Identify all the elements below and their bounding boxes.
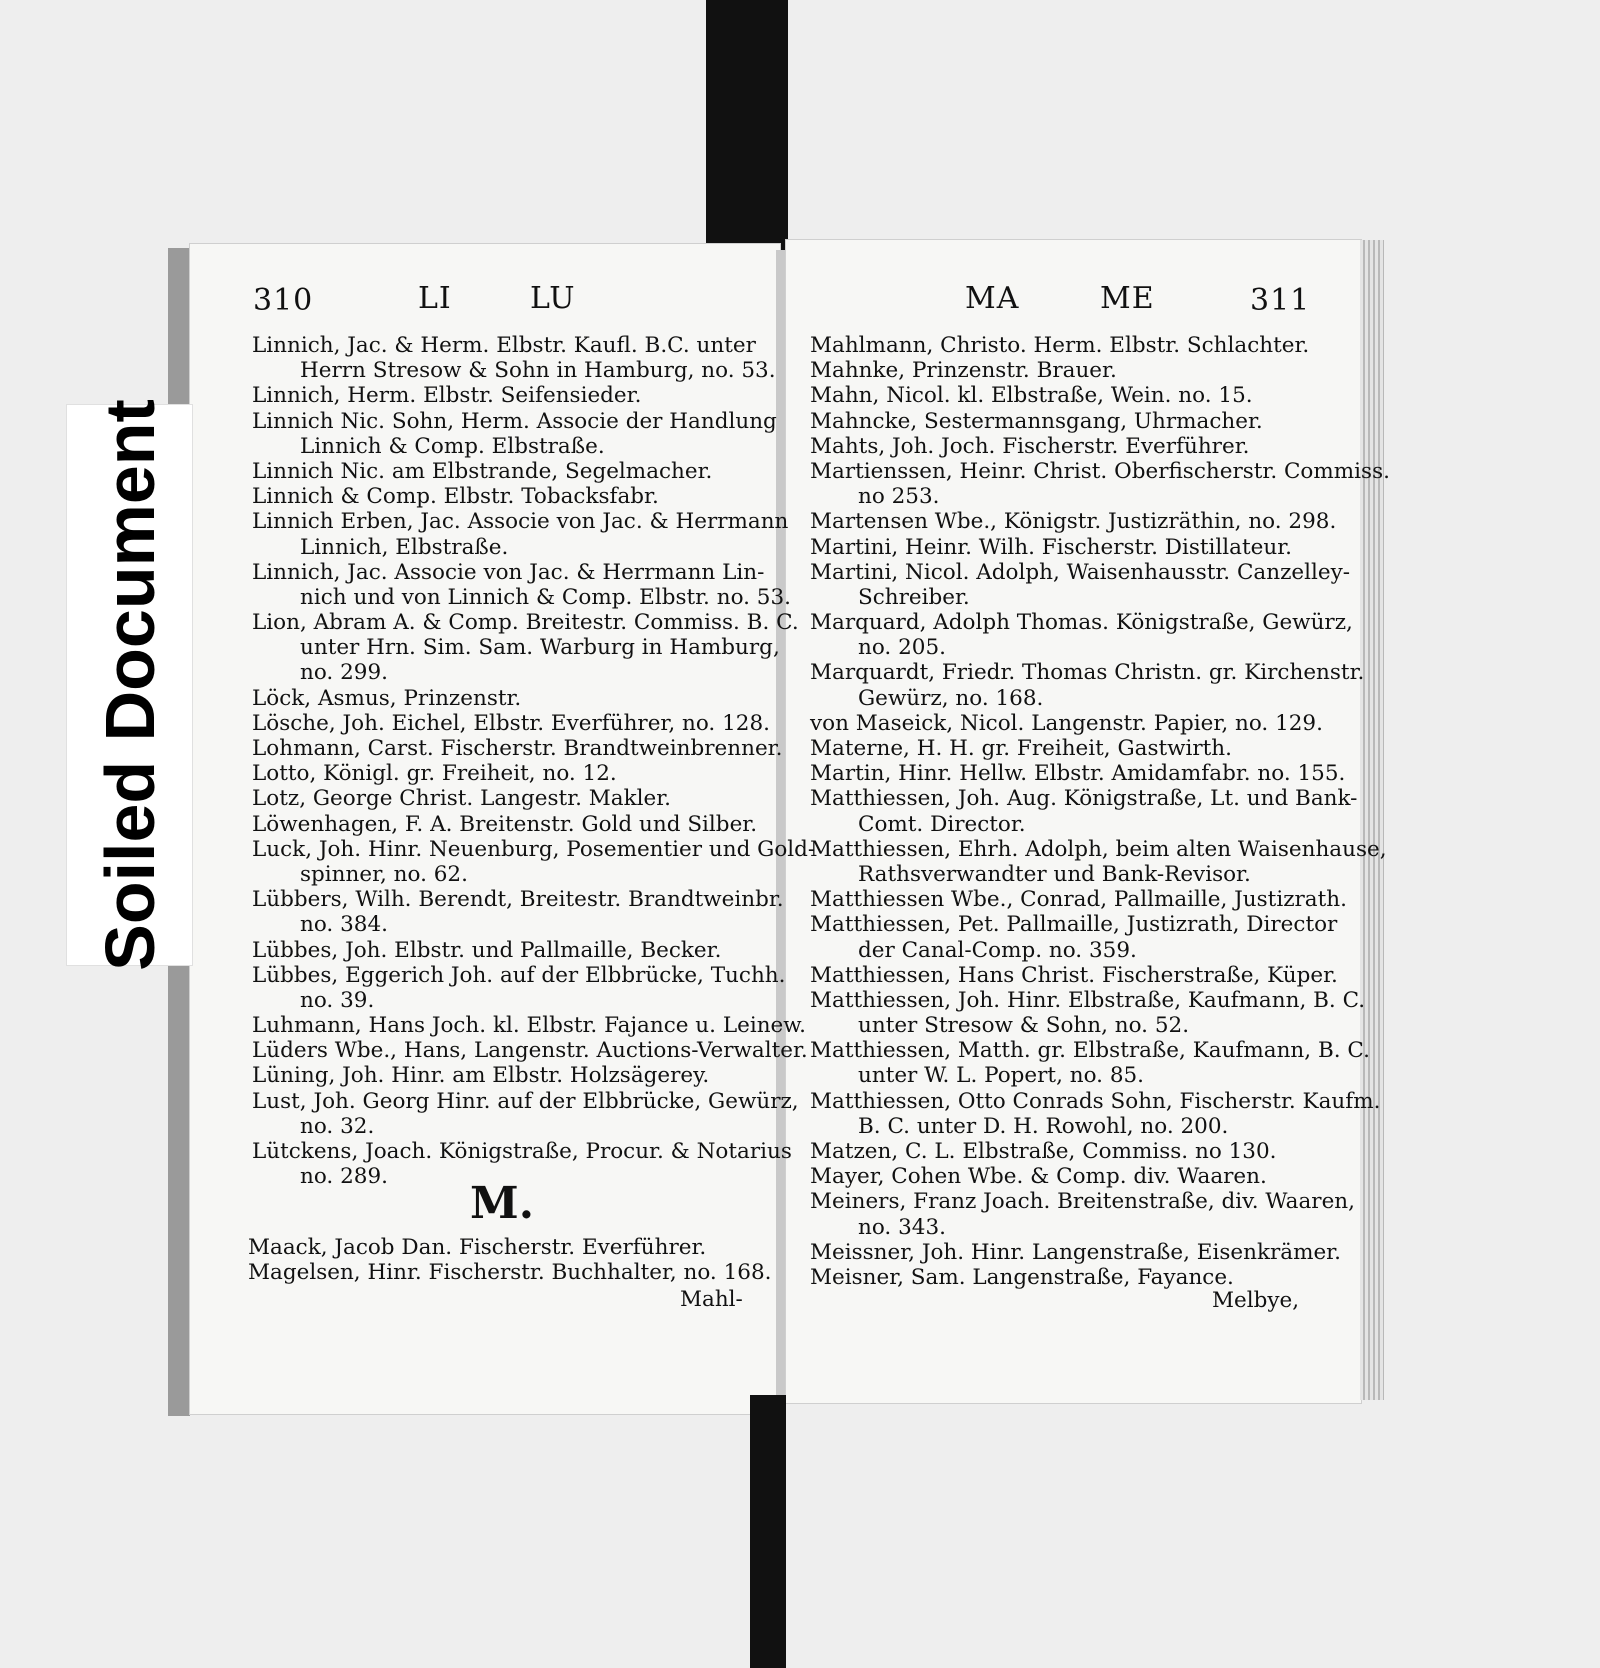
- directory-entry-line: no. 384.: [300, 912, 388, 938]
- directory-entry-line: B. C. unter D. H. Rowohl, no. 200.: [858, 1113, 1229, 1139]
- directory-entry-line: Herrn Stresow & Sohn in Hamburg, no. 53.: [300, 358, 776, 384]
- directory-entry-line: Lütckens, Joach. Königstraße, Procur. & Notarius: [252, 1139, 792, 1164]
- left-heading-end: LU: [530, 281, 576, 316]
- directory-entry-line: Maack, Jacob Dan. Fischerstr. Everführer.: [248, 1235, 707, 1260]
- directory-entry-line: Linnich, Jac. & Herm. Elbstr. Kaufl. B.C. unter: [252, 333, 756, 358]
- directory-entry-line: no. 205.: [858, 635, 946, 661]
- directory-entry-line: Comt. Director.: [858, 811, 1026, 837]
- directory-entry-line: Schreiber.: [858, 584, 970, 610]
- directory-entry-line: Luhmann, Hans Joch. kl. Elbstr. Fajance u. Leinew.: [252, 1013, 806, 1039]
- directory-entry-line: Luck, Joh. Hinr. Neuenburg, Posementier und Gold-: [252, 836, 816, 862]
- right-directory-entries: [810, 333, 1390, 1290]
- directory-entry-line: Lüders Wbe., Hans, Langenstr. Auctions-Verwalter.: [252, 1038, 808, 1064]
- directory-entry-line: Linnich & Comp. Elbstr. Tobacksfabr.: [252, 484, 659, 510]
- directory-entry-line: Lust, Joh. Georg Hinr. auf der Elbbrücke, Gewürz,: [252, 1088, 799, 1114]
- directory-entry-line: Magelsen, Hinr. Fischerstr. Buchhalter, no. 168.: [248, 1260, 772, 1286]
- directory-entry-line: Marquard, Adolph Thomas. Königstraße, Gewürz,: [810, 610, 1353, 636]
- directory-entry-line: Lüning, Joh. Hinr. am Elbstr. Holzsägerey.: [252, 1063, 710, 1089]
- directory-entry-line: Martini, Heinr. Wilh. Fischerstr. Distillateur.: [810, 534, 1292, 560]
- directory-entry-line: Lübbes, Joh. Elbstr. und Pallmaille, Becker.: [252, 937, 722, 963]
- directory-entry-line: Meiners, Franz Joach. Breitenstraße, div. Waaren,: [810, 1189, 1355, 1215]
- directory-entry-line: Meisner, Sam. Langenstraße, Fayance.: [810, 1264, 1234, 1290]
- right-heading-end: ME: [1100, 281, 1155, 316]
- left-heading-start: LI: [418, 281, 452, 316]
- directory-entry-line: Matthiessen, Joh. Aug. Königstraße, Lt. und Bank-: [810, 786, 1358, 812]
- directory-entry-line: Lösche, Joh. Eichel, Elbstr. Everführer, no. 128.: [252, 710, 770, 736]
- left-catchword: Mahl-: [680, 1287, 743, 1312]
- directory-entry-line: Materne, H. H. gr. Freiheit, Gastwirth.: [810, 736, 1232, 761]
- directory-entry-line: Mahn, Nicol. kl. Elbstraße, Wein. no. 15.: [810, 383, 1253, 409]
- directory-entry-line: Matthiessen Wbe., Conrad, Pallmaille, Justizrath.: [810, 887, 1347, 913]
- directory-entry-line: Martensen Wbe., Königstr. Justizräthin, no. 298.: [810, 509, 1337, 535]
- directory-entry-line: Martini, Nicol. Adolph, Waisenhausstr. Canzelley-: [810, 559, 1351, 585]
- directory-entry-line: Meissner, Joh. Hinr. Langenstraße, Eisenkrämer.: [810, 1239, 1341, 1265]
- directory-entry-line: Lotto, Königl. gr. Freiheit, no. 12.: [252, 761, 617, 787]
- directory-entry-line: Linnich, Elbstraße.: [300, 534, 509, 560]
- directory-entry-line: spinner, no. 62.: [300, 861, 468, 887]
- directory-entry-line: Mahncke, Sestermannsgang, Uhrmacher.: [810, 408, 1263, 434]
- directory-entry-line: no. 299.: [300, 660, 388, 686]
- directory-entry-line: Matthiessen, Joh. Hinr. Elbstraße, Kaufmann, B. C.: [810, 987, 1366, 1013]
- section-heading: M.: [470, 1178, 535, 1229]
- right-heading-start: MA: [965, 281, 1020, 316]
- directory-entry-line: nich und von Linnich & Comp. Elbstr. no. 53.: [300, 584, 792, 610]
- directory-entry-line: Matthiessen, Pet. Pallmaille, Justizrath, Director: [810, 912, 1338, 938]
- directory-entry-line: no. 32.: [300, 1113, 375, 1139]
- directory-entry-line: Mahlmann, Christo. Herm. Elbstr. Schlachter.: [810, 333, 1310, 358]
- directory-entry-line: Martin, Hinr. Hellw. Elbstr. Amidamfabr. no. 155.: [810, 761, 1346, 787]
- binding-strap-bottom: [750, 1395, 786, 1668]
- directory-entry-line: unter Hrn. Sim. Sam. Warburg in Hamburg,: [300, 635, 780, 661]
- directory-entry-line: Löck, Asmus, Prinzenstr.: [252, 685, 522, 711]
- directory-entry-line: Mahts, Joh. Joch. Fischerstr. Everführer.: [810, 433, 1250, 459]
- directory-entry-line: der Canal-Comp. no. 359.: [858, 937, 1137, 963]
- directory-entry-line: no. 39.: [300, 987, 375, 1013]
- directory-entry-line: von Maseick, Nicol. Langenstr. Papier, no. 129.: [810, 710, 1323, 736]
- directory-entry-line: Rathsverwandter und Bank-Revisor.: [858, 861, 1251, 887]
- directory-entry-line: Lohmann, Carst. Fischerstr. Brandtweinbrenner.: [252, 736, 783, 761]
- directory-entry-line: no. 289.: [300, 1164, 388, 1190]
- directory-entry-line: Linnich Nic. am Elbstrande, Segelmacher.: [252, 458, 713, 484]
- directory-entry-line: Linnich Erben, Jac. Associe von Jac. & Herrmann: [252, 509, 789, 535]
- directory-entry-line: Marquardt, Friedr. Thomas Christn. gr. Kirchenstr.: [810, 660, 1365, 686]
- directory-entry-line: no. 343.: [858, 1214, 946, 1240]
- directory-entry-line: Linnich & Comp. Elbstraße.: [300, 433, 605, 459]
- left-page-number: 310: [253, 283, 314, 318]
- directory-entry-line: Linnich, Jac. Associe von Jac. & Herrmann Lin-: [252, 559, 765, 585]
- directory-entry-line: Martienssen, Heinr. Christ. Oberfischerstr. Commiss.: [810, 458, 1390, 484]
- directory-entry-line: Mayer, Cohen Wbe. & Comp. div. Waaren.: [810, 1164, 1267, 1190]
- directory-entry-line: Linnich Nic. Sohn, Herm. Associe der Handlung: [252, 408, 777, 434]
- directory-entry-line: Lübbes, Eggerich Joh. auf der Elbbrücke, Tuchh.: [252, 962, 786, 988]
- directory-entry-line: Lion, Abram A. & Comp. Breitestr. Commiss. B. C.: [252, 610, 799, 636]
- directory-entry-line: Lotz, George Christ. Langestr. Makler.: [252, 786, 671, 812]
- left-directory-entries: [252, 333, 815, 1189]
- directory-entry-line: Gewürz, no. 168.: [858, 685, 1044, 711]
- directory-entry-line: Löwenhagen, F. A. Breitenstr. Gold und Silber.: [252, 811, 758, 837]
- directory-entry-line: Matthiessen, Ehrh. Adolph, beim alten Waisenhause,: [810, 836, 1387, 862]
- right-catchword: Melbye,: [1212, 1288, 1300, 1313]
- directory-entry-line: Matthiessen, Matth. gr. Elbstraße, Kaufmann, B. C.: [810, 1038, 1370, 1064]
- left-directory-entries-after-section: [248, 1235, 771, 1285]
- directory-entry-line: unter W. L. Popert, no. 85.: [858, 1063, 1145, 1089]
- binding-strap-top: [706, 0, 788, 252]
- directory-entry-line: no 253.: [858, 484, 940, 510]
- directory-entry-line: Matthiessen, Hans Christ. Fischerstraße, Küper.: [810, 962, 1338, 988]
- directory-entry-line: Linnich, Herm. Elbstr. Seifensieder.: [252, 383, 642, 409]
- directory-entry-line: Lübbers, Wilh. Berendt, Breitestr. Brandtweinbr.: [252, 887, 784, 913]
- directory-entry-line: Mahnke, Prinzenstr. Brauer.: [810, 358, 1117, 384]
- directory-entry-line: Matthiessen, Otto Conrads Sohn, Fischerstr. Kaufm.: [810, 1088, 1381, 1114]
- directory-entry-line: unter Stresow & Sohn, no. 52.: [858, 1013, 1190, 1039]
- right-page-number: 311: [1250, 283, 1311, 318]
- condition-label: Soiled Document: [91, 399, 169, 971]
- directory-entry-line: Matzen, C. L. Elbstraße, Commiss. no 130.: [810, 1139, 1277, 1164]
